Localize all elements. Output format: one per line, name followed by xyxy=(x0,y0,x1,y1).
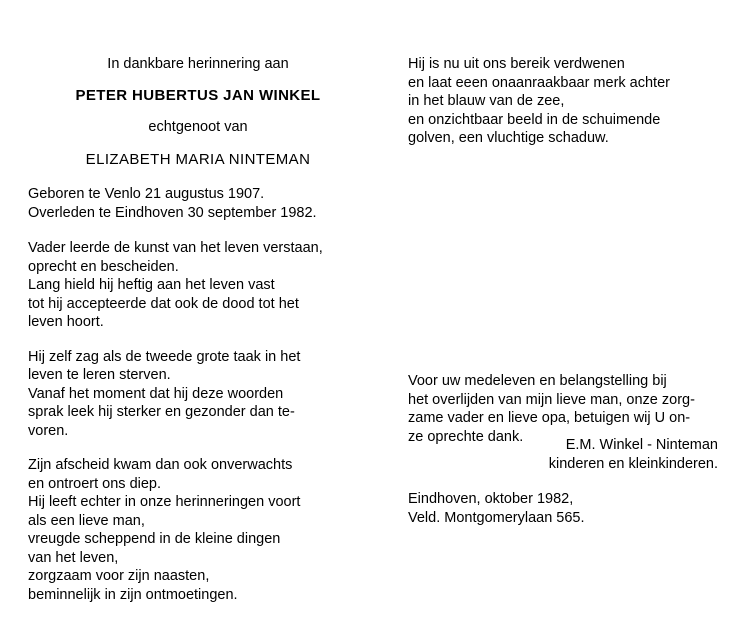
place-line: Eindhoven, oktober 1982, xyxy=(408,491,574,507)
left-column xyxy=(28,55,368,620)
birth-line: Geboren te Venlo 21 augustus 1907. xyxy=(28,186,265,202)
verse-line: en onzichtbaar beeld in de schuimende xyxy=(408,111,661,128)
verse-line: Hij leeft echter in onze herinneringen voort xyxy=(28,494,301,510)
signature-name: E.M. Winkel - Ninteman xyxy=(565,437,718,453)
verse-line: golven, een vluchtige schaduw. xyxy=(408,130,609,146)
verse-line: leven te leren sterven. xyxy=(28,367,171,383)
thanks-line: Voor uw medeleven en belangstelling bij xyxy=(408,373,667,389)
life-dates xyxy=(28,185,368,223)
left-verse-2 xyxy=(28,348,368,441)
right-verse xyxy=(408,55,718,148)
verse-line: Vader leerde de kunst van het leven verstaan, xyxy=(28,240,323,256)
deceased-name: PETER HUBERTUS JAN WINKEL xyxy=(75,87,321,104)
verse-line: sprak leek hij sterker en gezonder dan te- xyxy=(28,404,295,420)
verse-line: Zijn afscheid kwam dan ook onverwachts xyxy=(28,457,293,473)
verse-line: Hij zelf zag als de tweede grote taak in het xyxy=(28,348,301,365)
verse-line: beminnelijk in zijn ontmoetingen. xyxy=(28,586,238,603)
verse-line: en ontroert ons diep. xyxy=(28,475,162,492)
spouse-name: ELIZABETH MARIA NINTEMAN xyxy=(85,151,311,168)
verse-line: leven hoort. xyxy=(28,314,104,330)
thanks-message xyxy=(408,372,718,446)
verse-line: tot hij accepteerde dat ook de dood tot het xyxy=(28,295,299,312)
signature-block xyxy=(408,436,718,473)
verse-line: zorgzaam voor zijn naasten, xyxy=(28,568,210,584)
verse-line: vreugde scheppend in de kleine dingen xyxy=(28,531,281,547)
verse-line: Vanaf het moment dat hij deze woorden xyxy=(28,385,284,402)
thanks-line: het overlijden van mijn lieve man, onze zorg- xyxy=(408,391,695,408)
address-line: Veld. Montgomerylaan 565. xyxy=(408,509,585,526)
verse-line: voren. xyxy=(28,422,69,439)
left-verse-1 xyxy=(28,239,368,332)
verse-line: van het leven, xyxy=(28,549,119,566)
signature-family: kinderen en kleinkinderen. xyxy=(548,455,718,472)
verse-line: in het blauw van de zee, xyxy=(408,93,565,109)
thanks-line: zame vader en lieve opa, betuigen wij U on- xyxy=(408,410,691,426)
right-column xyxy=(408,55,718,148)
intro-text: In dankbare herinnering aan xyxy=(107,56,289,72)
verse-line: en laat eeen onaanraakbaar merk achter xyxy=(408,74,670,91)
verse-line: oprecht en bescheiden. xyxy=(28,258,179,275)
verse-line: Hij is nu uit ons bereik verdwenen xyxy=(408,56,625,72)
relation-text: echtgenoot van xyxy=(148,119,248,135)
verse-line: als een lieve man, xyxy=(28,512,145,529)
death-line: Overleden te Eindhoven 30 september 1982. xyxy=(28,205,317,221)
verse-line: Lang hield hij heftig aan het leven vast xyxy=(28,277,275,293)
thanks-line: ze oprechte dank. xyxy=(408,428,524,445)
place-and-date xyxy=(408,490,718,527)
